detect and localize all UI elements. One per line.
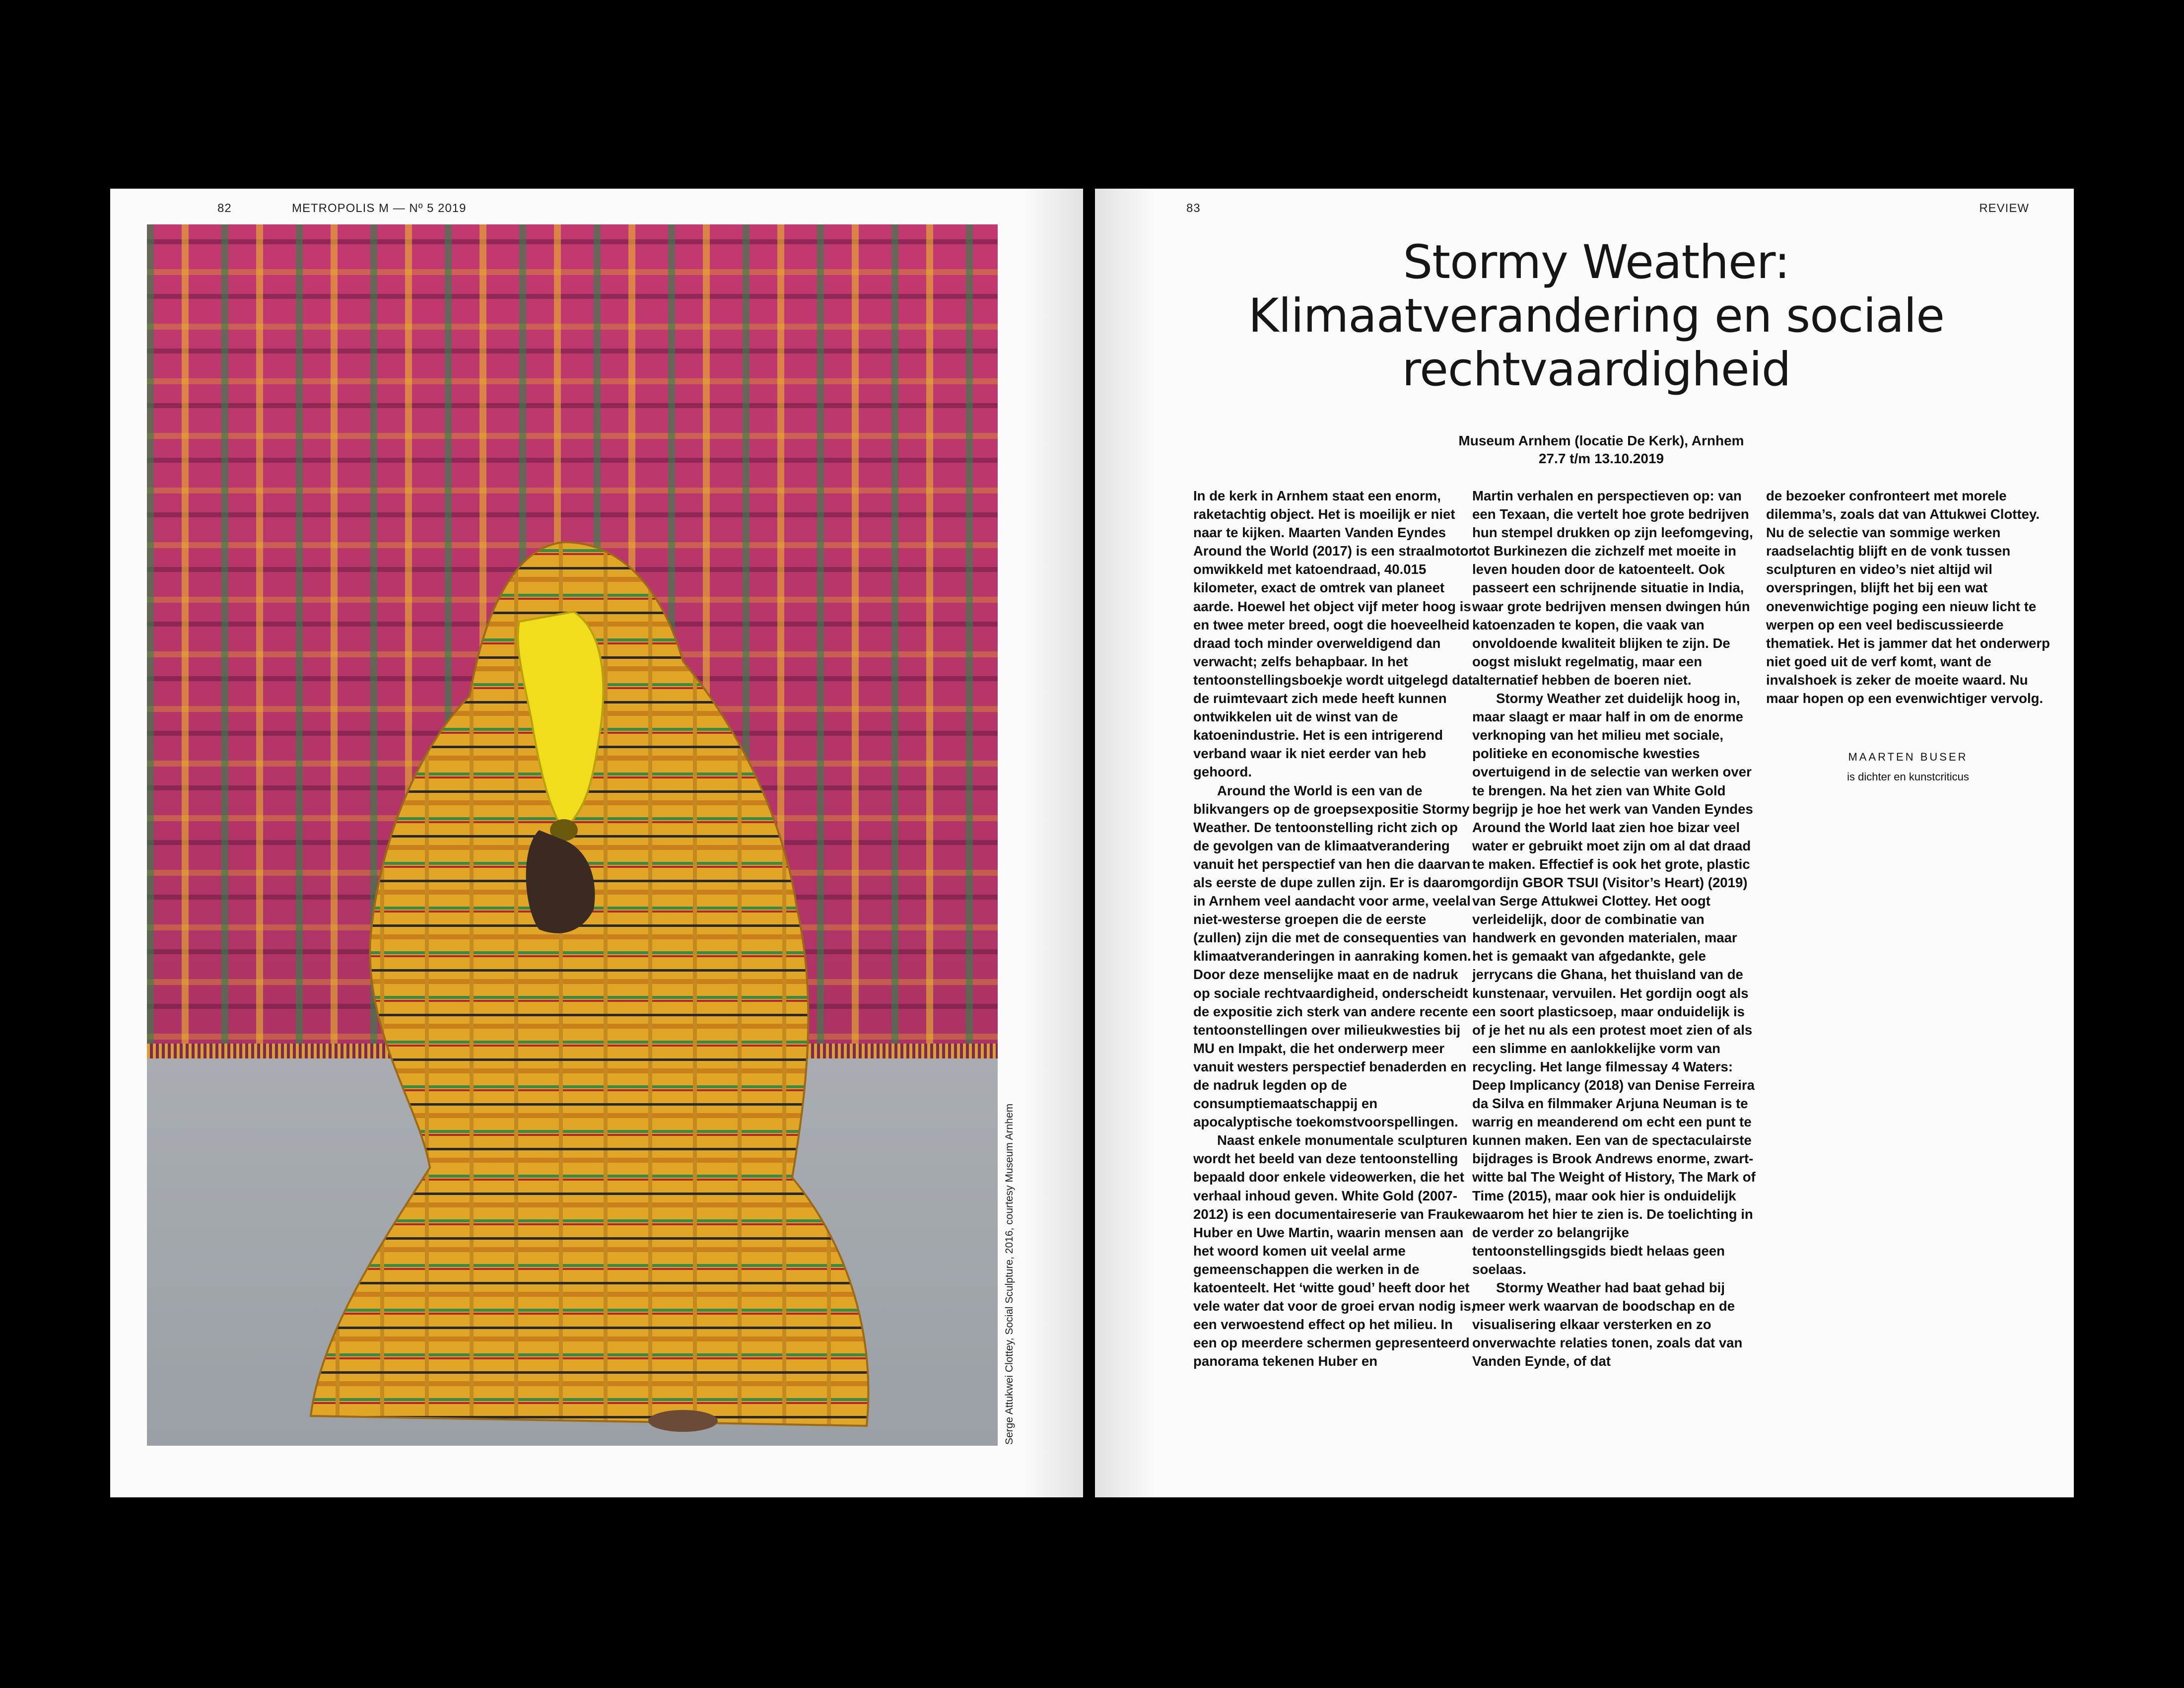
foot: [648, 1410, 718, 1432]
paragraph: de bezoeker confronteert met morele dilemma’s, zoals dat van Attukwei Clottey. Nu de selectie van sommige werken raadselachtig blijft en de vonk tussen sculpturen en video’s niet altijd wil overspringen, blijft het bij een wat onevenwichtige poging een nieuw licht te werpen op een veel bediscussieerde thematiek. Het is jammer dat het onderwerp niet goed uit de verf komt, want de invalshoek is zeker de moeite waard. Nu maar hopen op een evenwichtiger vervolg.: [1766, 488, 2050, 706]
artwork-photo: [147, 224, 998, 1446]
photo-caption: Serge Attukwei Clottey, Social Sculpture, 2016, courtesy Museum Arnhem: [1004, 1103, 1015, 1445]
article-headline: [1174, 236, 2018, 397]
author-name: MAARTEN BUSER: [1848, 751, 1968, 763]
headline-line: Stormy Weather:: [1403, 235, 1790, 289]
gutter-shadow: [1095, 189, 1155, 1497]
paragraph: Stormy Weather zet duidelijk hoog in, maar slaagt er maar half in om de enorme verknoping van het milieu met sociale, politieke en economische kwesties overtuigend in de selectie van werken over te brengen. Na het zien van White Gold begrijp je hoe het werk van Vanden Eyndes Around the World laat zien hoe bizar veel water er gebruikt moet zijn om al dat draad te maken. Effectief is ook het grote, plastic gordijn GBOR TSUI (Visitor’s Heart) (2019) van Serge Attukwei Clottey. Het oogt verleidelijk, door de combinatie van handwerk en gevonden materialen, maar het is gemaakt van afgedankte, gele jerrycans die Ghana, het thuisland van de kunstenaar, vervuilen. Het gordijn oogt als een soort plasticsoep, maar onduidelijk is of je het nu als een protest moet zien of als een slimme en aanlokkelijke vorm van recycling. Het lange filmessay 4 Waters: Deep Implicancy (2018) van Denise Ferreira da Silva en filmmaker Arjuna Neuman is te warrig en meanderend om echt een punt te kunnen maken. Een van de spectaculairste bijdrages is Brook Andrews enorme, zwart-witte bal The Weight of History, The Mark of Time (2015), maar ook hier is onduidelijk waarom het hier te zien is. De toelichting in de verder zo belangrijke tentoonstellingsgids biedt helaas geen soelaas.: [1472, 691, 1756, 1277]
paragraph: Martin verhalen en perspectieven op: van een Texaan, die vertelt hoe grote bedrijven hun stempel drukken op zijn leefomgeving, tot Burkinezen die zichzelf met moeite in leven houden door de katoenteelt. Ook passeert een schrijnende situatie in India, waar grote bedrijven mensen dwingen hún katoenzaden te kopen, die vaak van onvoldoende kwaliteit blijken te zijn. De oogst mislukt regelmatig, maar een alternatief hebben de boeren niet.: [1472, 488, 1753, 688]
left-page: [110, 189, 1083, 1497]
text-column-3: [1766, 487, 2050, 707]
gutter-shadow: [1024, 189, 1083, 1497]
right-page: [1095, 189, 2074, 1497]
author-bio: is dichter en kunstcriticus: [1847, 771, 1969, 783]
page-number: 82: [217, 202, 232, 215]
paragraph: Around the World is een van de blikvangers op de groepsexpositie Stormy Weather. De tentoonstelling richt zich op de gevolgen van de klimaatverandering vanuit het perspectief van hen die daarvan als eerste de dupe zullen zijn. Er is daarom in Arnhem veel aandacht voor arme, veelal niet-westerse groepen die de eerste (zullen) zijn die met de consequenties van klimaatveranderingen in aanraking komen. Door deze menselijke maat en de nadruk op sociale rechtvaardigheid, onderscheidt de expositie zich sterk van andere recente tentoonstellingen over milieukwesties bij MU en Impakt, die het onderwerp meer vanuit westers perspectief benaderden en de nadruk legden op de consumptiemaatschappij en apocalyptische toekomstvoorspellingen.: [1193, 782, 1473, 1130]
paragraph: Stormy Weather had baat gehad bij meer werk waarvan de boodschap en de visualisering elkaar versterken en zo onverwachte relaties tonen, zoals dat van Vanden Eynde, of dat: [1472, 1280, 1743, 1369]
headline-line: Klimaatverandering en sociale: [1248, 289, 1945, 343]
author-credit: [1766, 751, 2050, 783]
date-line: 27.7 t/m 13.10.2019: [1538, 451, 1664, 466]
paragraph: Naast enkele monumentale sculpturen wordt het beeld van deze tentoonstelling bepaald door enkele videowerken, die het verhaal inhoud geven. White Gold (2007-2012) is een documentaireserie van Frauke Huber en Uwe Martin, waarin mensen aan het woord komen uit veelal arme gemeenschappen die werken in de katoenteelt. Het ‘witte goud’ heeft door het vele water dat voor de groei ervan nodig is, een verwoestend effect op het milieu. In een op meerdere schermen gepresenteerd panorama tekenen Huber en: [1193, 1132, 1475, 1369]
venue-line: Museum Arnhem (locatie De Kerk), Arnhem: [1458, 433, 1744, 448]
paragraph: In de kerk in Arnhem staat een enorm, raketachtig object. Het is moeilijk er niet naar te kijken. Maarten Vanden Eyndes Around the World (2017) is een straalmotor omwikkeld met katoendraad, 40.015 kilometer, exact de omtrek van planeet aarde. Hoewel het object vijf meter hoog is en twee meter breed, oogt die hoeveelheid draad toch minder overweldigend dan verwacht; zelfs behapbaar. In het tentoonstellingsboekje wordt uitgelegd dat de ruimtevaart zich mede heeft kunnen ontwikkelen uit de winst van de katoenindustrie. Het is een intrigerend verband waar ik niet eerder van heb gehoord.: [1193, 488, 1474, 780]
section-label: REVIEW: [1979, 202, 2029, 215]
text-column-2: [1472, 487, 1756, 1371]
page-number: 83: [1186, 202, 1201, 215]
exhibition-info: [1403, 432, 1800, 468]
draped-figure: [306, 532, 891, 1436]
headline-line: rechtvaardigheid: [1402, 343, 1791, 397]
text-column-1: [1193, 487, 1477, 1371]
magazine-masthead: METROPOLIS M — Nº 5 2019: [292, 202, 467, 215]
